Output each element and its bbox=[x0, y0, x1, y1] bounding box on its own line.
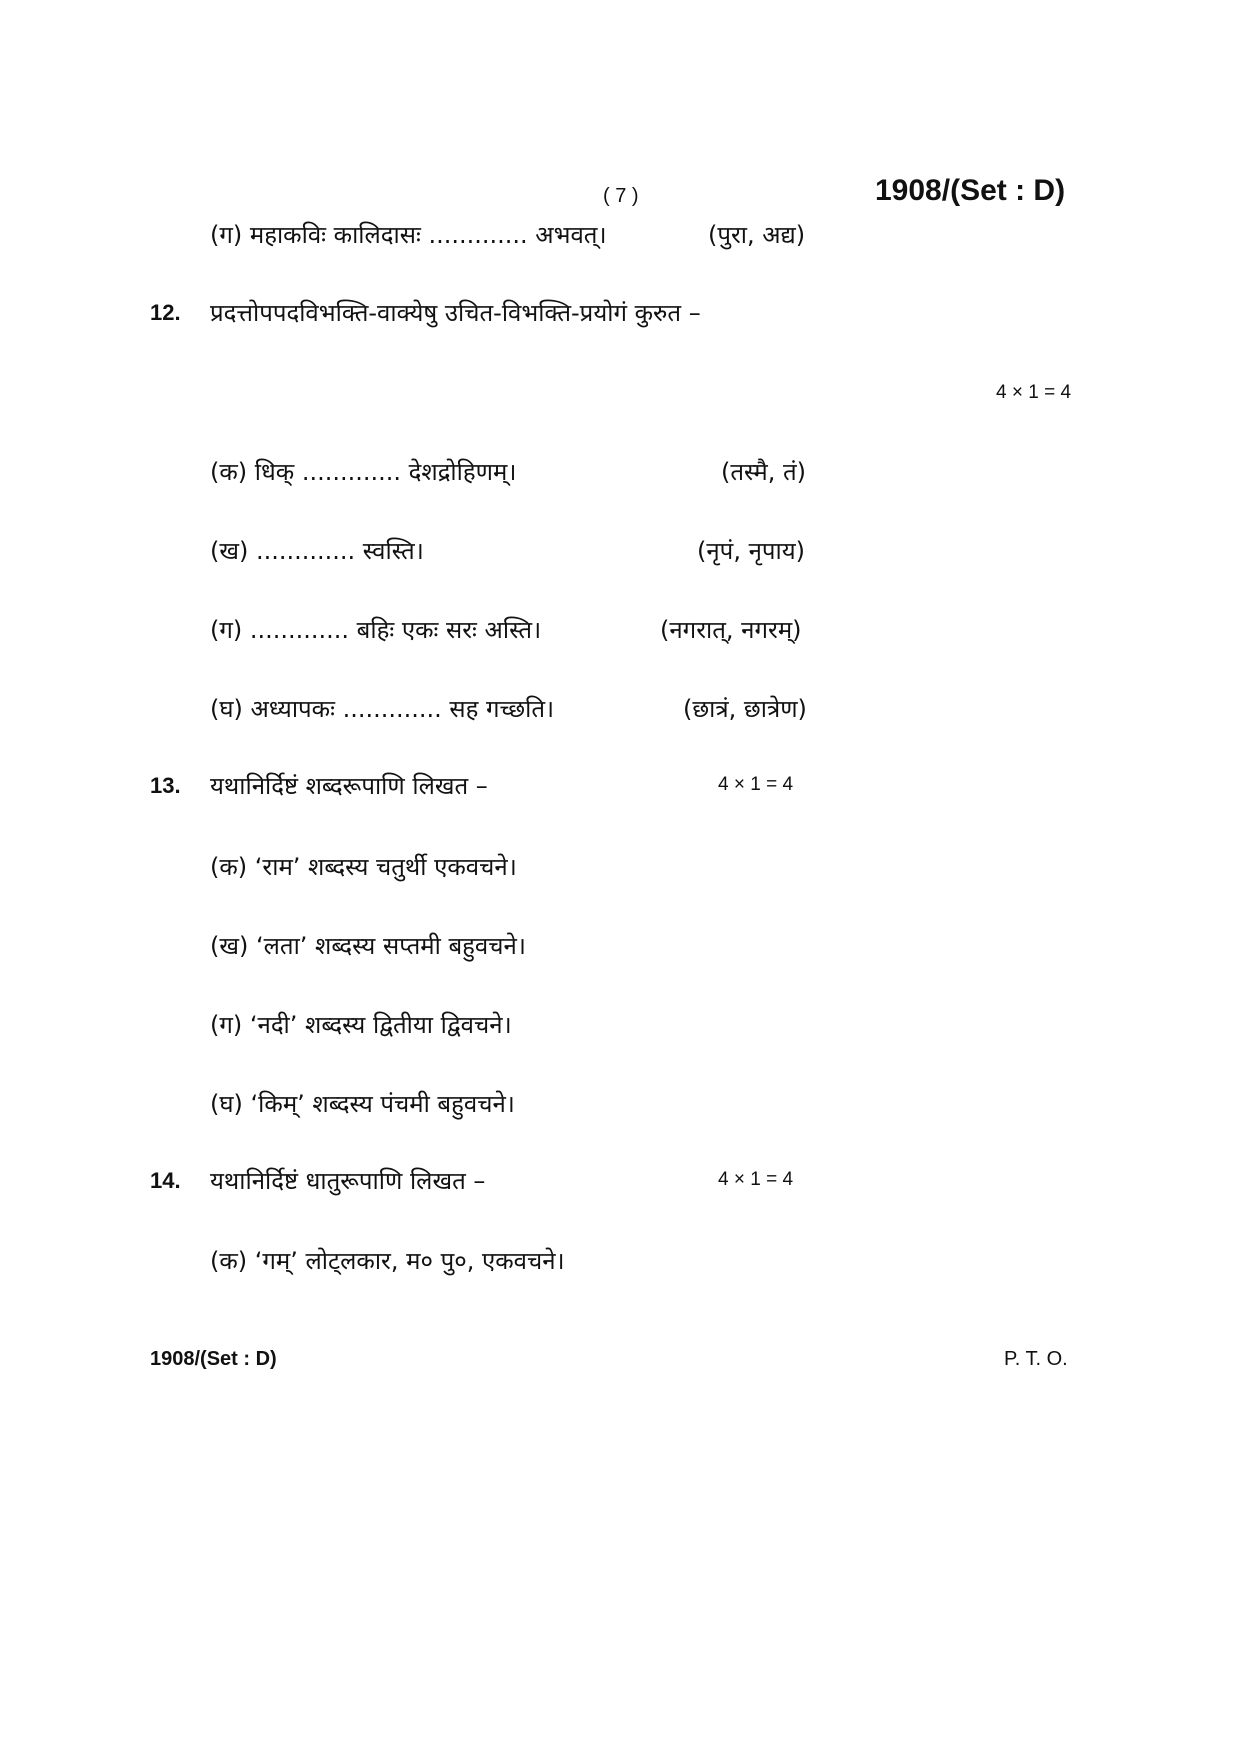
q13-item-ka: (क) ‘राम’ शब्दस्य चतुर्थी एकवचने। bbox=[210, 853, 517, 881]
q13-prompt: यथानिर्दिष्टं शब्दरूपाणि लिखत – bbox=[210, 772, 488, 800]
q13-item-kha: (ख) ‘लता’ शब्दस्य सप्तमी बहुवचने। bbox=[210, 932, 526, 960]
q14-item-ka: (क) ‘गम्’ लोट्लकार, म० पु०, एकवचने। bbox=[210, 1247, 565, 1275]
pto-label: P. T. O. bbox=[1004, 1348, 1068, 1370]
q12-item-ga-options: (नगरात्, नगरम्) bbox=[660, 616, 802, 644]
q13-item-ga: (ग) ‘नदी’ शब्दस्य द्वितीया द्विवचने। bbox=[210, 1011, 512, 1039]
q14-number: 14. bbox=[150, 1168, 181, 1193]
q12-prompt: प्रदत्तोपपदविभक्ति-वाक्येषु उचित-विभक्ति-प्रयोगं कुरुत – bbox=[210, 299, 701, 327]
q12-item-gha: (घ) अध्यापकः ............. सह गच्छति। bbox=[210, 695, 555, 723]
q13-number: 13. bbox=[150, 773, 181, 798]
q11-item-ga: (ग) महाकविः कालिदासः ............. अभवत्। bbox=[210, 221, 607, 249]
paper-code-header: 1908/(Set : D) bbox=[875, 174, 1066, 207]
q12-item-ka: (क) धिक् ............. देशद्रोहिणम्। bbox=[210, 458, 517, 486]
q12-item-kha: (ख) ............. स्वस्ति। bbox=[210, 537, 424, 565]
q11-item-ga-options: (पुरा, अद्य) bbox=[708, 221, 806, 249]
q13-marks: 4 × 1 = 4 bbox=[718, 774, 794, 795]
paper-code-footer: 1908/(Set : D) bbox=[150, 1348, 277, 1370]
q12-number: 12. bbox=[150, 300, 181, 325]
q12-item-gha-options: (छात्रं, छात्रेण) bbox=[683, 695, 807, 723]
q12-item-ka-options: (तस्मै, तं) bbox=[721, 458, 807, 486]
q12-item-kha-options: (नृपं, नृपाय) bbox=[697, 537, 806, 565]
q12-marks: 4 × 1 = 4 bbox=[996, 382, 1072, 403]
q14-marks: 4 × 1 = 4 bbox=[718, 1169, 794, 1190]
q13-item-gha: (घ) ‘किम्’ शब्दस्य पंचमी बहुवचने। bbox=[210, 1090, 515, 1118]
page-number: ( 7 ) bbox=[603, 185, 639, 207]
q12-item-ga: (ग) ............. बहिः एकः सरः अस्ति। bbox=[210, 616, 542, 644]
q14-prompt: यथानिर्दिष्टं धातुरूपाणि लिखत – bbox=[210, 1167, 486, 1195]
